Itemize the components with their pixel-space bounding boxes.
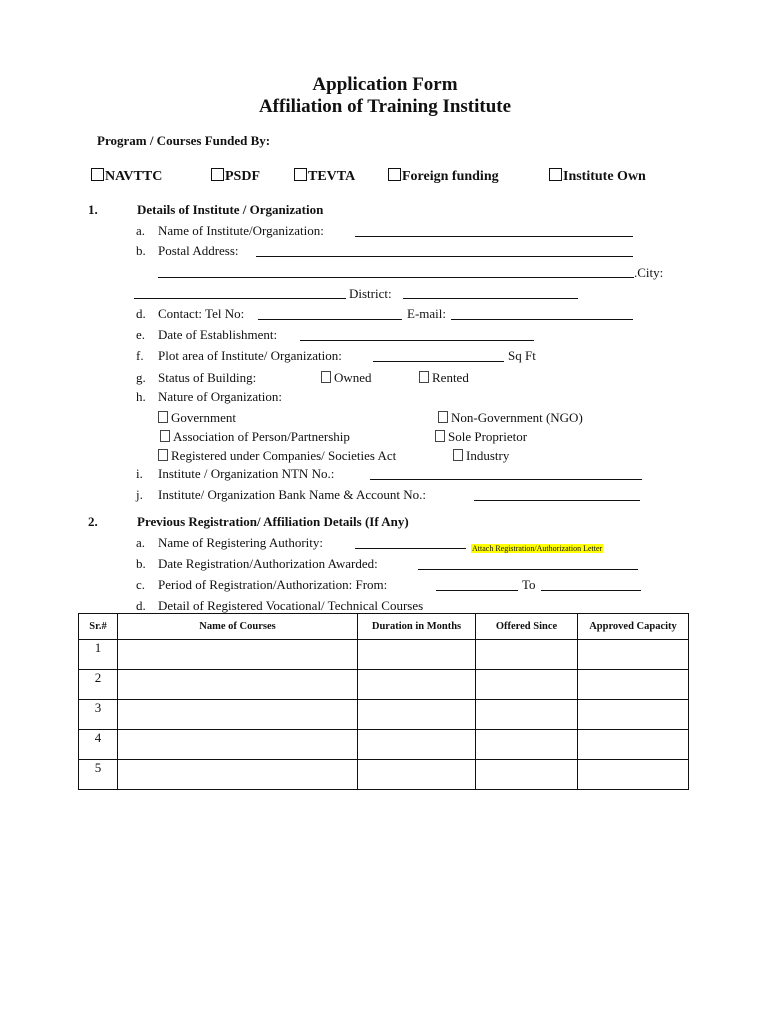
checkbox-icon[interactable] (158, 411, 168, 423)
establishment-date-label: Date of Establishment: (158, 327, 278, 342)
table-row (79, 670, 689, 700)
section1-heading: Details of Institute / Organization (137, 202, 324, 217)
duration-cell[interactable] (358, 700, 476, 730)
item-marker: i. (136, 466, 143, 481)
funding-option-navttc[interactable]: NAVTTC (91, 168, 162, 185)
ntn-label: Institute / Organization NTN No.: (158, 466, 335, 481)
capacity-cell[interactable] (578, 700, 689, 730)
col-header-offered: Offered Since (476, 614, 578, 640)
page-title: Application Form (312, 74, 458, 95)
awarded-date-field[interactable] (418, 569, 638, 570)
row-number: 3 (79, 700, 118, 730)
tel-field[interactable] (258, 319, 402, 320)
industry-option[interactable]: Industry (453, 448, 509, 464)
period-to-label: To (522, 577, 536, 592)
funding-option-tevta[interactable]: TEVTA (294, 168, 355, 185)
attach-note: Attach Registration/Authorization Letter (472, 544, 603, 553)
col-header-name: Name of Courses (118, 614, 358, 640)
table-row (79, 640, 689, 670)
email-field[interactable] (451, 319, 633, 320)
offered-since-cell[interactable] (476, 730, 578, 760)
institute-name-label: Name of Institute/Organization: (158, 223, 324, 238)
capacity-cell[interactable] (578, 730, 689, 760)
funding-option-institute-own[interactable]: Institute Own (549, 168, 646, 185)
nature-label: Nature of Organization: (158, 389, 282, 404)
row-number: 4 (79, 730, 118, 760)
checkbox-icon[interactable] (158, 449, 168, 461)
capacity-cell[interactable] (578, 640, 689, 670)
checkbox-icon[interactable] (294, 168, 307, 181)
sole-proprietor-option[interactable]: Sole Proprietor (435, 429, 527, 445)
item-marker: d. (136, 598, 146, 613)
district-field[interactable] (403, 298, 578, 299)
capacity-cell[interactable] (578, 760, 689, 790)
course-name-cell[interactable] (118, 760, 358, 790)
checkbox-icon[interactable] (453, 449, 463, 461)
plot-area-field[interactable] (373, 361, 504, 362)
item-marker: h. (136, 389, 146, 404)
capacity-cell[interactable] (578, 670, 689, 700)
checkbox-icon[interactable] (549, 168, 562, 181)
funding-option-foreign[interactable]: Foreign funding (388, 168, 499, 185)
period-from-field[interactable] (436, 590, 518, 591)
period-to-field[interactable] (541, 590, 641, 591)
table-header-row (79, 614, 689, 640)
checkbox-icon[interactable] (388, 168, 401, 181)
authority-field[interactable] (355, 548, 466, 549)
checkbox-icon[interactable] (419, 371, 429, 383)
item-marker: j. (136, 487, 143, 502)
postal-address-label: Postal Address: (158, 243, 239, 258)
offered-since-cell[interactable] (476, 670, 578, 700)
course-name-cell[interactable] (118, 700, 358, 730)
association-option[interactable]: Association of Person/Partnership (160, 429, 350, 445)
authority-label: Name of Registering Authority: (158, 535, 324, 550)
item-marker: c. (136, 577, 146, 592)
offered-since-cell[interactable] (476, 640, 578, 670)
row-number: 1 (79, 640, 118, 670)
checkbox-icon[interactable] (438, 411, 448, 423)
funding-label: Program / Courses Funded By: (97, 133, 271, 148)
item-marker: b. (136, 243, 146, 258)
postal-address-field-2[interactable] (158, 277, 634, 278)
owned-option[interactable]: Owned (321, 370, 372, 386)
registered-option[interactable]: Registered under Companies/ Societies Act (158, 448, 396, 464)
course-name-cell[interactable] (118, 730, 358, 760)
district-label: District: (349, 286, 392, 301)
building-status-label: Status of Building: (158, 370, 257, 385)
courses-label: Detail of Registered Vocational/ Technical Courses (158, 598, 424, 613)
checkbox-icon[interactable] (91, 168, 104, 181)
col-header-sr: Sr.# (79, 614, 118, 640)
awarded-date-label: Date Registration/Authorization Awarded: (158, 556, 378, 571)
row-number: 5 (79, 760, 118, 790)
item-marker: g. (136, 370, 146, 385)
rented-option[interactable]: Rented (419, 370, 469, 386)
plot-area-label: Plot area of Institute/ Organization: (158, 348, 342, 363)
city-label: .City: (634, 265, 664, 280)
period-label: Period of Registration/Authorization: From: (158, 577, 388, 592)
city-field[interactable] (134, 298, 346, 299)
duration-cell[interactable] (358, 640, 476, 670)
item-marker: e. (136, 327, 146, 342)
item-marker: f. (136, 348, 144, 363)
duration-cell[interactable] (358, 670, 476, 700)
checkbox-icon[interactable] (160, 430, 170, 442)
establishment-date-field[interactable] (300, 340, 534, 341)
item-marker: d. (136, 306, 146, 321)
postal-address-field[interactable] (256, 256, 633, 257)
item-marker: a. (136, 223, 146, 238)
tel-label: Contact: Tel No: (158, 306, 245, 321)
email-label: E-mail: (407, 306, 446, 321)
sqft-unit: Sq Ft (508, 348, 536, 363)
item-marker: a. (136, 535, 146, 550)
course-name-cell[interactable] (118, 640, 358, 670)
government-option[interactable]: Government (158, 410, 236, 426)
page-subtitle: Affiliation of Training Institute (258, 96, 512, 117)
section1-number: 1. (88, 202, 98, 217)
table-row (79, 700, 689, 730)
item-marker: b. (136, 556, 146, 571)
checkbox-icon[interactable] (435, 430, 445, 442)
courses-table (78, 613, 689, 790)
ntn-field[interactable] (370, 479, 642, 480)
offered-since-cell[interactable] (476, 760, 578, 790)
checkbox-icon[interactable] (321, 371, 331, 383)
section2-heading: Previous Registration/ Affiliation Details (If Any) (137, 514, 409, 529)
duration-cell[interactable] (358, 760, 476, 790)
table-row (79, 730, 689, 760)
col-header-capacity: Approved Capacity (578, 614, 689, 640)
bank-label: Institute/ Organization Bank Name & Account No.: (158, 487, 427, 502)
bank-field[interactable] (474, 500, 640, 501)
funding-option-psdf[interactable]: PSDF (211, 168, 260, 185)
ngo-option[interactable]: Non-Government (NGO) (438, 410, 583, 426)
offered-since-cell[interactable] (476, 700, 578, 730)
institute-name-field[interactable] (355, 236, 633, 237)
table-row (79, 760, 689, 790)
section2-number: 2. (88, 514, 98, 529)
checkbox-icon[interactable] (211, 168, 224, 181)
col-header-duration: Duration in Months (358, 614, 476, 640)
course-name-cell[interactable] (118, 670, 358, 700)
duration-cell[interactable] (358, 730, 476, 760)
row-number: 2 (79, 670, 118, 700)
